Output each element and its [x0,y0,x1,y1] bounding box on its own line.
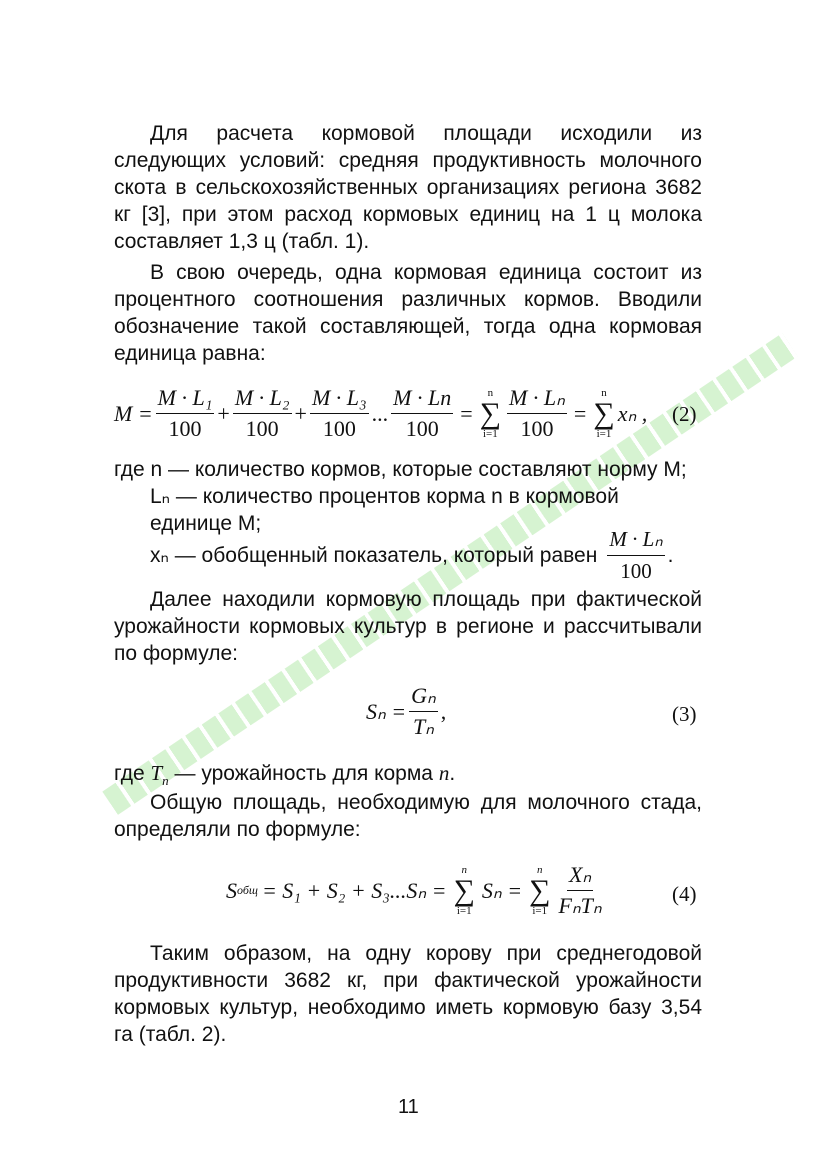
paragraph-3: Далее находили кормовую площадь при фактической урожайности кормовых культур в регионе и рассчитывали по формуле: [114,588,702,665]
definition-xn: xₙ — обобщенный показатель, который равен $\frac{\text{M · Lₙ}}{100}$ . [150,527,674,583]
formula-3-fraction: $\frac{\text{Gₙ}}{\text{Tₙ}}$ [411,683,436,739]
sigma-icon: ∑ [593,396,615,430]
formula-2-sum-1: n ∑ i=1 [479,386,502,440]
sigma-icon: ∑ [453,873,475,907]
formula-4-fraction: $\frac{\text{Xₙ}}{\text{FₙTₙ}}$ [558,862,602,918]
formula-4-sum-2: n ∑ i=1 [529,863,551,917]
definition-n: где n — количество кормов, которые составляют норму М; [114,458,687,481]
formula-2-fraction-3: $\frac{\text{M · L₃}}{100}$ [311,385,367,441]
definition-xn-fraction: $\frac{\text{M · Lₙ}}{100}$ [609,527,663,583]
paragraph-1: Для расчета кормовой площади исходили из следующих условий: средняя продуктивность молочного скота в сельскохозяйственных организациях региона 3682 кг [3], при этом расход кормовых единиц на 1 ц молока составляет 1,3 ц (табл. 1). [114,122,702,253]
formula-4-sum-1: n ∑ i=1 [453,863,475,917]
formula-4: S общ = S₁ + S₂ + S₃...Sₙ = n ∑ i=1 Sₙ = n ∑ i=1 $\frac{\text{Xₙ}}{\text{FₙTₙ}}$ [226,862,602,918]
paragraph-6: Таким образом, на одну корову при среднегодовой продуктивности 3682 кг, при фактической урожайности кормовых культур, необходимо иметь кормовую базу 3,54 га (табл. 2). [114,942,702,1046]
formula-3-number: (3) [672,702,697,726]
sigma-icon: ∑ [479,396,502,430]
formula-3: Sₙ = $\frac{\text{Gₙ}}{\text{Tₙ}}$ , [366,683,447,739]
paragraph-5: Общую площадь, необходимую для молочного стада, определяли по формуле: [114,791,702,841]
definition-ln: Lₙ — количество процентов корма n в кормовой единице М; [150,485,619,535]
formula-2-number: (2) [672,402,697,426]
formula-2-lhs: M = [114,400,153,426]
page-number: 11 [398,1096,419,1118]
formula-2-fraction-1: $\frac{\text{M · L₁}}{100}$ [157,385,213,441]
formula-2-fraction-4: $\frac{M \cdot Ln}{100}$ [393,385,452,441]
paragraph-2: В свою очередь, одна кормовая единица состоит из процентного соотношения различных кормов. Вводили обозначение такой составляющей, тогда одна кормовая единица равна: [114,261,702,365]
sigma-icon: ∑ [529,873,551,907]
formula-2: M = $\frac{\text{M · L₁}}{100}$ + $\frac{\text{M · L₂}}{100}$ + $\frac{\text{M · L₃}}{100}$ ... $\frac{M \cdot Ln}{100}$ = n ∑ i=1 $\frac{\text{M · Lₙ}}{100}$ = n ∑ i=1 xₙ , [114,385,648,441]
formula-2-fraction-2: $\frac{\text{M · L₂}}{100}$ [234,385,290,441]
paragraph-4: где $T_n$ — урожайность для корма n. [114,761,456,789]
formula-2-fraction-5: $\frac{\text{M · Lₙ}}{100}$ [509,385,565,441]
formula-4-number: (4) [672,882,697,906]
formula-2-sum-2: n ∑ i=1 [593,386,615,440]
